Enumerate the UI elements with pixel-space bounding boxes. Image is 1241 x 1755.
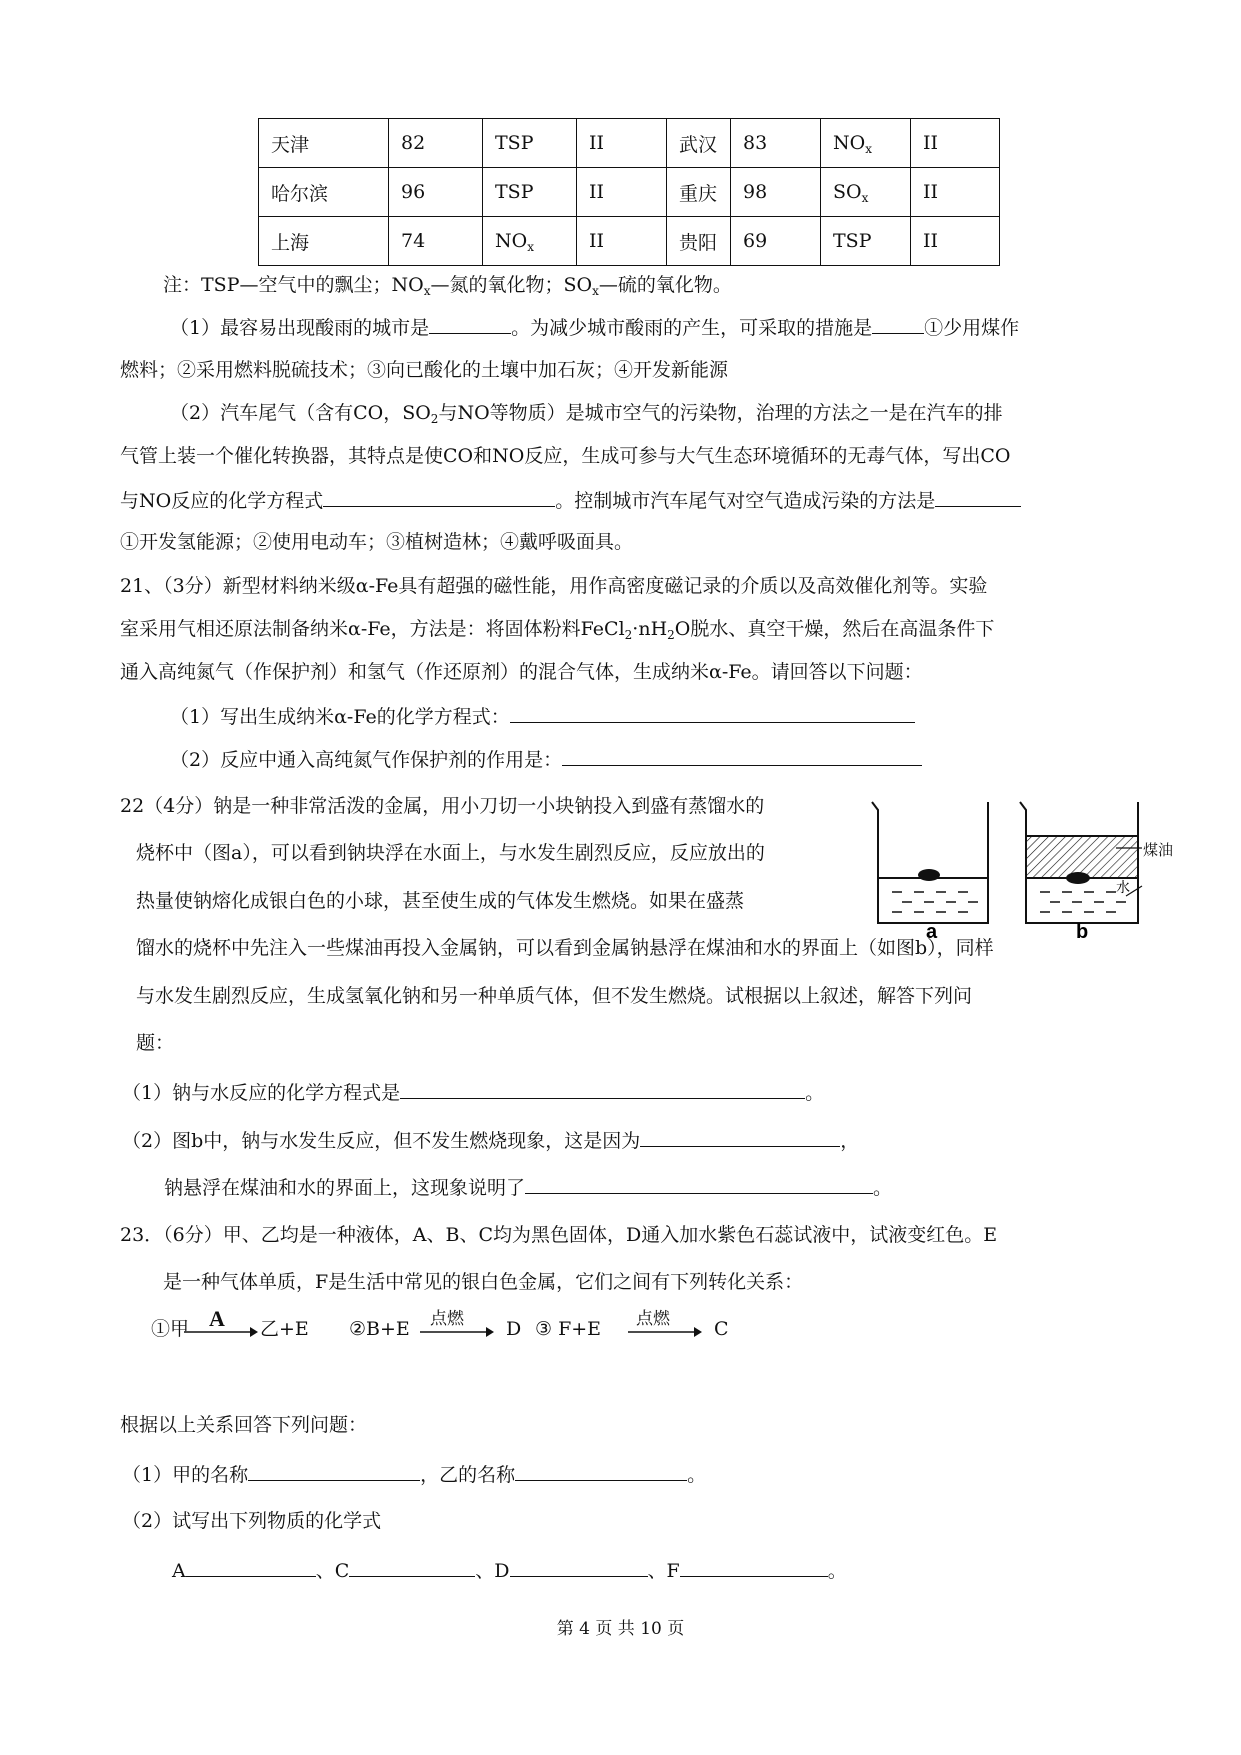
table-cell: 69 <box>731 217 821 266</box>
answer-blank[interactable] <box>680 1556 828 1577</box>
text: （1）甲的名称 <box>122 1464 249 1486</box>
label-kerosene: 煤油 <box>1143 841 1174 859</box>
r2-end: D <box>506 1318 522 1340</box>
table-cell: 上海 <box>259 217 389 266</box>
text: 。为减少城市酸雨的产生，可采取的措施是 <box>511 317 873 339</box>
answer-blank[interactable] <box>562 745 922 766</box>
table-cell: TSP <box>821 217 911 266</box>
table-cell: II <box>577 119 667 168</box>
q20-part2-line4: ①开发氢能源；②使用电动车；③植树造林；④戴呼吸面具。 <box>120 531 634 553</box>
text: 。 <box>687 1464 707 1486</box>
answer-blank[interactable] <box>510 702 915 723</box>
air-quality-table <box>258 118 1000 266</box>
q22-line2: 烧杯中（图a），可以看到钠块浮在水面上，与水发生剧烈反应，反应放出的 <box>136 842 765 864</box>
q23-line3: 根据以上关系回答下列问题： <box>120 1414 368 1436</box>
text: （1）写出生成纳米α-Fe的化学方程式： <box>170 706 510 728</box>
answer-blank[interactable] <box>640 1126 840 1147</box>
q23-line1: 23．（6分）甲、乙均是一种液体，A、B、C均为黑色固体，D通入加水紫色石蕊试液中，试液变红色。E <box>120 1224 998 1246</box>
r1-condition: A <box>209 1306 225 1331</box>
table-cell: 96 <box>389 168 483 217</box>
table-cell: TSP <box>483 119 577 168</box>
text: 。控制城市汽车尾气对空气造成污染的方法是 <box>555 490 936 512</box>
page-footer: 第 4 页 共 10 页 <box>556 1619 685 1639</box>
text: （2）反应中通入高纯氮气作保护剂的作用是： <box>170 749 563 771</box>
q20-part1-line1 <box>170 313 1019 341</box>
table-cell: $NO_x$ <box>821 119 911 168</box>
table-cell: TSP <box>483 168 577 217</box>
q21-line2: 室采用气相还原法制备纳米α-Fe，方法是：将固体粉料$FeCl_2\cdot nH_2O$脱水、真空干燥，然后在高温条件下 <box>120 618 995 642</box>
q23-line2: 是一种气体单质，F是生活中常见的银白色金属，它们之间有下列转化关系： <box>163 1271 804 1293</box>
table-cell: 贵阳 <box>667 217 731 266</box>
r1-start: ①甲 <box>151 1318 190 1340</box>
sodium-piece <box>918 869 940 881</box>
text: 与NO等物质）是城市空气的污染物，治理的方法之一是在汽车的排 <box>438 402 1003 424</box>
q22-line6: 题： <box>136 1032 175 1054</box>
beaker-b <box>1020 802 1142 938</box>
text: （1）钠与水反应的化学方程式是 <box>122 1082 401 1104</box>
label-b: b <box>1076 921 1089 938</box>
label-water: 水 <box>1116 880 1130 896</box>
q20-part2-line2: 气管上装一个催化转换器，其特点是使CO和NO反应，生成可参与大气生态环境循环的无毒气体，写出CO <box>120 445 1011 467</box>
r3-end: C <box>714 1318 729 1340</box>
q21-part1 <box>170 702 915 730</box>
text: 。 <box>827 1560 847 1582</box>
q20-part1-line2: 燃料；②采用燃料脱硫技术；③向已酸化的土壤中加石灰；④开发新能源 <box>120 359 729 381</box>
q22-line5: 与水发生剧烈反应，生成氢氧化钠和另一种单质气体，但不发生燃烧。试根据以上叙述，解答下列问 <box>136 985 973 1007</box>
text: （2）汽车尾气（含有CO，SO <box>170 402 431 424</box>
sodium-piece <box>1066 872 1090 884</box>
answer-blank[interactable] <box>349 1556 475 1577</box>
text: 室采用气相还原法制备纳米α-Fe，方法是：将固体粉料FeCl <box>120 618 625 640</box>
answer-blank[interactable] <box>525 1173 873 1194</box>
answer-blank[interactable] <box>429 313 511 334</box>
table-cell: 98 <box>731 168 821 217</box>
text: ， <box>840 1130 860 1152</box>
r2-condition: 点燃 <box>430 1309 464 1329</box>
r1-end: 乙+E <box>260 1318 309 1340</box>
table-row <box>259 119 1000 168</box>
arrow-icon <box>184 1326 258 1338</box>
answer-blank[interactable] <box>400 1078 805 1099</box>
text: 与NO反应的化学方程式 <box>120 490 324 512</box>
q23-part2: （2）试写出下列物质的化学式 <box>122 1510 382 1532</box>
table-cell: 哈尔滨 <box>259 168 389 217</box>
q21-part2 <box>170 745 922 773</box>
text: A <box>172 1560 186 1582</box>
text: ·nH <box>632 618 668 640</box>
text: 、F <box>647 1560 680 1582</box>
table-cell: 82 <box>389 119 483 168</box>
q21-line1: 21、（3分）新型材料纳米级α-Fe具有超强的磁性能，用作高密度磁记录的介质以及高效催化剂等。实验 <box>120 575 988 597</box>
table-cell: $SO_x$ <box>821 168 911 217</box>
text: ，乙的名称 <box>420 1464 516 1486</box>
table-row <box>259 168 1000 217</box>
answer-blank[interactable] <box>872 313 924 334</box>
table-cell: 武汉 <box>667 119 731 168</box>
text: ①少用煤作 <box>924 317 1020 339</box>
text: （1）最容易出现酸雨的城市是 <box>170 317 430 339</box>
answer-blank[interactable] <box>186 1556 316 1577</box>
r3-start: ③ F+E <box>535 1318 602 1340</box>
text: 。 <box>873 1177 893 1199</box>
answer-blank[interactable] <box>935 486 1021 507</box>
table-cell: II <box>911 217 1000 266</box>
table-note: 注：TSP—空气中的飘尘；$NO_x—$氮的氧化物；$SO_x—$硫的氧化物。 <box>163 274 732 298</box>
q22-part2-line1 <box>122 1126 859 1154</box>
q22-line4: 馏水的烧杯中先注入一些煤油再投入金属钠，可以看到金属钠悬浮在煤油和水的界面上（如图b），同样 <box>136 937 994 959</box>
table-cell: 天津 <box>259 119 389 168</box>
text: 、D <box>475 1560 510 1582</box>
arrow-icon <box>628 1326 702 1338</box>
beaker-figure <box>866 798 1166 938</box>
table-row <box>259 217 1000 266</box>
q20-part2-line3 <box>120 486 1021 514</box>
text: （2）图b中，钠与水发生反应，但不发生燃烧现象，这是因为 <box>122 1130 641 1152</box>
answer-blank[interactable] <box>515 1460 687 1481</box>
answer-blank[interactable] <box>248 1460 420 1481</box>
q21-line3: 通入高纯氮气（作保护剂）和氢气（作还原剂）的混合气体，生成纳米α-Fe。请回答以下问题： <box>120 661 923 683</box>
kerosene-layer <box>1026 836 1138 878</box>
text: 、C <box>315 1560 350 1582</box>
text: 钠悬浮在煤油和水的界面上，这现象说明了 <box>164 1177 526 1199</box>
r2-start: ②B+E <box>349 1318 410 1340</box>
q23-part1 <box>122 1460 706 1488</box>
beaker-a <box>872 802 988 938</box>
q22-line1: 22（4分）钠是一种非常活泼的金属，用小刀切一小块钠投入到盛有蒸馏水的 <box>120 795 765 817</box>
table-cell: II <box>911 119 1000 168</box>
q23-part3 <box>172 1556 847 1584</box>
label-a: a <box>926 921 938 938</box>
r3-condition: 点燃 <box>636 1309 670 1329</box>
table-cell: $NO_x$ <box>483 217 577 266</box>
table-cell: II <box>911 168 1000 217</box>
table-cell: II <box>577 168 667 217</box>
q22-line3: 热量使钠熔化成银白色的小球，甚至使生成的气体发生燃烧。如果在盛蒸 <box>136 890 745 912</box>
arrow-icon <box>420 1326 494 1338</box>
table-cell: 83 <box>731 119 821 168</box>
text: O脱水、真空干燥，然后在高温条件下 <box>674 618 995 640</box>
answer-blank[interactable] <box>510 1556 648 1577</box>
table-cell: 74 <box>389 217 483 266</box>
q22-part2-line2 <box>164 1173 892 1201</box>
table-cell: II <box>577 217 667 266</box>
answer-blank[interactable] <box>323 486 555 507</box>
q22-part1 <box>122 1078 824 1106</box>
q20-part2-line1: （2）汽车尾气（含有CO，$SO_2$与NO等物质）是城市空气的污染物，治理的方法之一是在汽车的排 <box>170 402 1003 426</box>
text: 。 <box>805 1082 825 1104</box>
table-cell: 重庆 <box>667 168 731 217</box>
